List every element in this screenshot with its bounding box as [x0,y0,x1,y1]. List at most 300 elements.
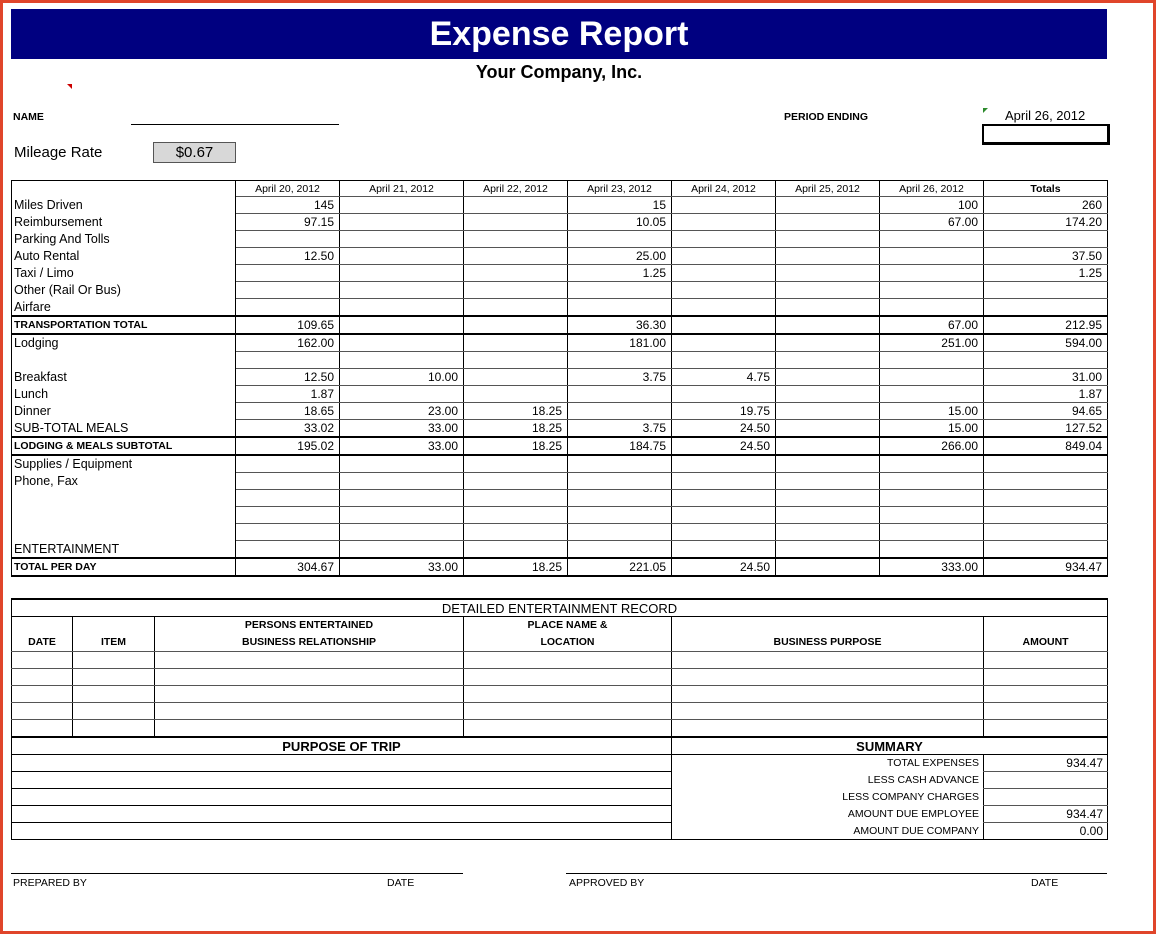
date-header[interactable]: April 21, 2012 [340,181,464,197]
row-label[interactable]: Miles Driven [12,197,236,214]
value-cell[interactable]: 221.05 [568,558,672,576]
col-persons-line1: PERSONS ENTERTAINED [244,619,374,631]
purpose-line[interactable] [12,755,672,772]
col-purpose: BUSINESS PURPOSE [672,617,984,652]
total-cell[interactable]: 212.95 [984,316,1108,334]
value-cell[interactable] [340,455,464,473]
value-cell[interactable] [672,386,776,403]
value-cell[interactable] [880,231,984,248]
value-cell[interactable] [340,231,464,248]
value-cell[interactable]: 181.00 [568,334,672,352]
value-cell[interactable] [464,265,568,282]
value-cell[interactable] [880,473,984,490]
approved-signature-line[interactable] [566,873,1107,874]
total-expenses-value[interactable]: 934.47 [984,755,1108,772]
value-cell[interactable] [340,299,464,317]
row-label[interactable] [12,490,236,507]
cell[interactable] [12,720,73,737]
due-company-value[interactable]: 0.00 [984,823,1108,840]
total-cell[interactable] [984,490,1108,507]
due-employee-value[interactable]: 934.47 [984,806,1108,823]
value-cell[interactable] [464,299,568,317]
value-cell[interactable]: 19.75 [672,403,776,420]
value-cell[interactable] [776,541,880,559]
row-label[interactable]: Other (Rail Or Bus) [12,282,236,299]
value-cell[interactable] [776,507,880,524]
value-cell[interactable]: 12.50 [236,248,340,265]
value-cell[interactable] [340,541,464,559]
table-row [12,507,1108,524]
value-cell[interactable]: 266.00 [880,437,984,455]
cell[interactable] [12,652,73,669]
company-charges-label: LESS COMPANY CHARGES [672,789,984,806]
date-header[interactable]: April 25, 2012 [776,181,880,197]
date-header[interactable]: April 26, 2012 [880,181,984,197]
value-cell[interactable] [236,473,340,490]
value-cell[interactable] [236,455,340,473]
value-cell[interactable] [776,214,880,231]
value-cell[interactable] [672,299,776,317]
value-cell[interactable] [880,490,984,507]
value-cell[interactable] [776,403,880,420]
value-cell[interactable] [672,231,776,248]
error-indicator-icon[interactable] [983,108,988,113]
cell[interactable] [155,703,464,720]
value-cell[interactable]: 97.15 [236,214,340,231]
table-row [12,703,1108,720]
value-cell[interactable]: 1.87 [236,386,340,403]
value-cell[interactable] [464,507,568,524]
table-row [12,369,1108,386]
approved-by-label: APPROVED BY [569,877,645,889]
purpose-line[interactable] [12,772,672,789]
value-cell[interactable] [880,369,984,386]
header-blank-cell [12,181,236,197]
value-cell[interactable]: 33.00 [340,558,464,576]
value-cell[interactable]: 18.25 [464,403,568,420]
table-row [12,265,1108,282]
value-cell[interactable] [776,282,880,299]
cell[interactable] [464,652,672,669]
table-row [12,197,1108,214]
value-cell[interactable]: 100 [880,197,984,214]
value-cell[interactable] [340,352,464,369]
cell[interactable] [464,720,672,737]
value-cell[interactable] [776,316,880,334]
value-cell[interactable] [236,265,340,282]
value-cell[interactable] [340,386,464,403]
value-cell[interactable] [340,265,464,282]
name-input-line[interactable] [131,124,339,125]
date-header[interactable]: April 24, 2012 [672,181,776,197]
row-label[interactable]: LODGING & MEALS SUBTOTAL [12,437,236,455]
purpose-summary-table [11,736,1108,840]
value-cell[interactable] [568,352,672,369]
name-label: NAME [13,111,44,123]
row-label[interactable]: Breakfast [12,369,236,386]
cell[interactable] [672,686,984,703]
cell[interactable] [984,686,1108,703]
value-cell[interactable] [776,197,880,214]
table-row [12,420,1108,438]
purpose-title: PURPOSE OF TRIP [12,737,672,755]
value-cell[interactable]: 67.00 [880,316,984,334]
cell[interactable] [155,652,464,669]
cell[interactable] [464,686,672,703]
row-label[interactable]: TRANSPORTATION TOTAL [12,316,236,334]
row-label[interactable]: Dinner [12,403,236,420]
value-cell[interactable] [568,403,672,420]
value-cell[interactable] [236,507,340,524]
value-cell[interactable] [880,299,984,317]
value-cell[interactable] [568,386,672,403]
value-cell[interactable] [340,316,464,334]
comment-indicator-icon[interactable] [67,84,72,89]
value-cell[interactable] [464,455,568,473]
value-cell[interactable]: 23.00 [340,403,464,420]
date-header[interactable]: April 20, 2012 [236,181,340,197]
date-header[interactable]: April 23, 2012 [568,181,672,197]
table-row [12,248,1108,265]
total-cell[interactable]: 934.47 [984,558,1108,576]
selected-cell[interactable] [982,124,1110,145]
total-cell[interactable] [984,282,1108,299]
row-label[interactable]: Lunch [12,386,236,403]
value-cell[interactable] [672,455,776,473]
value-cell[interactable]: 33.00 [340,420,464,438]
cash-advance-label: LESS CASH ADVANCE [672,772,984,789]
table-row [12,282,1108,299]
entertainment-record-table [11,598,1108,737]
value-cell[interactable] [672,352,776,369]
value-cell[interactable] [340,473,464,490]
value-cell[interactable]: 109.65 [236,316,340,334]
value-cell[interactable] [776,455,880,473]
due-employee-label: AMOUNT DUE EMPLOYEE [672,806,984,823]
prepared-by-label: PREPARED BY [13,877,87,889]
cell[interactable] [984,720,1108,737]
cell[interactable] [73,720,155,737]
due-company-label: AMOUNT DUE COMPANY [672,823,984,840]
row-label[interactable]: Airfare [12,299,236,317]
value-cell[interactable] [880,248,984,265]
value-cell[interactable] [776,524,880,541]
value-cell[interactable]: 24.50 [672,437,776,455]
value-cell[interactable] [776,369,880,386]
row-label[interactable]: Lodging [12,334,236,352]
cell[interactable] [73,652,155,669]
value-cell[interactable]: 18.25 [464,437,568,455]
total-cell[interactable]: 31.00 [984,369,1108,386]
value-cell[interactable] [672,197,776,214]
table-row [12,524,1108,541]
total-cell[interactable]: 1.25 [984,265,1108,282]
company-charges-value[interactable] [984,789,1108,806]
cell[interactable] [73,703,155,720]
value-cell[interactable] [464,524,568,541]
cell[interactable] [984,669,1108,686]
value-cell[interactable]: 251.00 [880,334,984,352]
total-cell[interactable] [984,541,1108,559]
prepared-signature-line[interactable] [11,873,463,874]
total-cell[interactable] [984,455,1108,473]
cell[interactable] [672,669,984,686]
value-cell[interactable]: 25.00 [568,248,672,265]
value-cell[interactable]: 18.25 [464,558,568,576]
value-cell[interactable] [880,524,984,541]
value-cell[interactable]: 3.75 [568,420,672,438]
total-cell[interactable] [984,352,1108,369]
value-cell[interactable] [568,524,672,541]
value-cell[interactable] [880,265,984,282]
value-cell[interactable] [568,231,672,248]
value-cell[interactable] [880,282,984,299]
cell[interactable] [12,703,73,720]
value-cell[interactable]: 67.00 [880,214,984,231]
value-cell[interactable] [340,214,464,231]
entertainment-title: DETAILED ENTERTAINMENT RECORD [12,599,1108,617]
cell[interactable] [984,703,1108,720]
col-date: DATE [12,617,73,652]
cell[interactable] [155,686,464,703]
value-cell[interactable] [464,231,568,248]
total-cell[interactable] [984,299,1108,317]
table-row [12,686,1108,703]
row-label[interactable]: Phone, Fax [12,473,236,490]
value-cell[interactable] [568,282,672,299]
value-cell[interactable]: 1.25 [568,265,672,282]
value-cell[interactable] [776,248,880,265]
value-cell[interactable] [880,541,984,559]
value-cell[interactable] [568,541,672,559]
table-row [12,652,1108,669]
table-row [12,490,1108,507]
total-cell[interactable]: 260 [984,197,1108,214]
col-item: ITEM [73,617,155,652]
value-cell[interactable] [464,473,568,490]
cell[interactable] [155,669,464,686]
col-persons [155,617,464,652]
value-cell[interactable]: 33.00 [340,437,464,455]
purpose-line[interactable] [12,806,672,823]
value-cell[interactable] [568,455,672,473]
value-cell[interactable]: 10.05 [568,214,672,231]
value-cell[interactable] [776,386,880,403]
value-cell[interactable]: 4.75 [672,369,776,386]
value-cell[interactable] [464,352,568,369]
value-cell[interactable] [568,299,672,317]
period-ending-value[interactable]: April 26, 2012 [1005,108,1086,123]
total-cell[interactable]: 37.50 [984,248,1108,265]
cell[interactable] [672,652,984,669]
value-cell[interactable] [776,352,880,369]
value-cell[interactable]: 162.00 [236,334,340,352]
row-label[interactable]: TOTAL PER DAY [12,558,236,576]
value-cell[interactable]: 18.25 [464,420,568,438]
value-cell[interactable] [568,473,672,490]
value-cell[interactable] [340,282,464,299]
col-amount: AMOUNT [984,617,1108,652]
value-cell[interactable] [672,282,776,299]
value-cell[interactable] [672,490,776,507]
value-cell[interactable] [672,541,776,559]
cell[interactable] [12,669,73,686]
value-cell[interactable] [236,352,340,369]
value-cell[interactable] [464,214,568,231]
value-cell[interactable]: 18.65 [236,403,340,420]
total-cell[interactable]: 849.04 [984,437,1108,455]
value-cell[interactable] [464,316,568,334]
value-cell[interactable] [340,490,464,507]
value-cell[interactable] [236,541,340,559]
value-cell[interactable] [880,386,984,403]
cell[interactable] [672,720,984,737]
total-cell[interactable] [984,524,1108,541]
col-place-line1: PLACE NAME & [527,619,608,631]
cell[interactable] [12,686,73,703]
value-cell[interactable] [672,507,776,524]
total-cell[interactable] [984,507,1108,524]
row-label[interactable]: Taxi / Limo [12,265,236,282]
value-cell[interactable] [236,490,340,507]
value-cell[interactable] [672,473,776,490]
total-cell[interactable]: 594.00 [984,334,1108,352]
purpose-line[interactable] [12,823,672,840]
value-cell[interactable] [568,507,672,524]
value-cell[interactable] [236,524,340,541]
value-cell[interactable]: 12.50 [236,369,340,386]
total-cell[interactable]: 174.20 [984,214,1108,231]
value-cell[interactable] [340,197,464,214]
value-cell[interactable] [880,352,984,369]
cell[interactable] [73,686,155,703]
approved-date-label: DATE [1031,877,1059,889]
value-cell[interactable] [464,282,568,299]
period-ending-label: PERIOD ENDING [784,111,869,123]
row-label[interactable]: Supplies / Equipment [12,455,236,473]
mileage-rate-value[interactable]: $0.67 [153,142,236,163]
expense-grid [11,180,1108,577]
value-cell[interactable] [672,316,776,334]
table-row [12,558,1108,576]
value-cell[interactable]: 36.30 [568,316,672,334]
row-label[interactable]: Reimbursement [12,214,236,231]
row-label[interactable] [12,352,236,369]
value-cell[interactable]: 333.00 [880,558,984,576]
value-cell[interactable] [672,524,776,541]
cell[interactable] [672,703,984,720]
value-cell[interactable] [776,490,880,507]
row-label[interactable]: Auto Rental [12,248,236,265]
row-label[interactable]: ENTERTAINMENT [12,541,236,559]
value-cell[interactable] [464,490,568,507]
value-cell[interactable]: 145 [236,197,340,214]
value-cell[interactable] [776,473,880,490]
value-cell[interactable] [464,369,568,386]
purpose-line[interactable] [12,789,672,806]
total-cell[interactable]: 1.87 [984,386,1108,403]
col-place-line2: LOCATION [540,636,595,648]
value-cell[interactable] [464,334,568,352]
value-cell[interactable] [776,437,880,455]
table-row [12,669,1108,686]
cell[interactable] [464,669,672,686]
value-cell[interactable] [776,299,880,317]
value-cell[interactable]: 15.00 [880,403,984,420]
cell[interactable] [984,652,1108,669]
row-label[interactable]: Parking And Tolls [12,231,236,248]
report-title: Expense Report [11,9,1107,59]
value-cell[interactable] [776,334,880,352]
value-cell[interactable] [776,558,880,576]
cell[interactable] [464,703,672,720]
value-cell[interactable] [776,420,880,438]
company-name[interactable]: Your Company, Inc. [475,62,643,82]
value-cell[interactable]: 10.00 [340,369,464,386]
value-cell[interactable] [236,299,340,317]
table-row [12,541,1108,559]
value-cell[interactable] [464,386,568,403]
total-cell[interactable]: 94.65 [984,403,1108,420]
value-cell[interactable]: 24.50 [672,558,776,576]
cash-advance-value[interactable] [984,772,1108,789]
value-cell[interactable] [464,248,568,265]
value-cell[interactable] [672,334,776,352]
table-row [12,214,1108,231]
cell[interactable] [155,720,464,737]
value-cell[interactable] [672,214,776,231]
row-label[interactable] [12,524,236,541]
value-cell[interactable]: 304.67 [236,558,340,576]
value-cell[interactable] [776,231,880,248]
value-cell[interactable] [880,455,984,473]
value-cell[interactable] [464,197,568,214]
value-cell[interactable] [776,265,880,282]
total-expenses-label: TOTAL EXPENSES [672,755,984,772]
value-cell[interactable] [340,507,464,524]
value-cell[interactable] [672,248,776,265]
value-cell[interactable]: 3.75 [568,369,672,386]
table-row [12,334,1108,352]
value-cell[interactable] [464,541,568,559]
table-row [12,473,1108,490]
value-cell[interactable]: 15.00 [880,420,984,438]
value-cell[interactable]: 184.75 [568,437,672,455]
total-cell[interactable]: 127.52 [984,420,1108,438]
table-row [12,386,1108,403]
value-cell[interactable]: 15 [568,197,672,214]
value-cell[interactable]: 24.50 [672,420,776,438]
row-label[interactable]: SUB-TOTAL MEALS [12,420,236,438]
totals-header[interactable]: Totals [984,181,1108,197]
row-label[interactable] [12,507,236,524]
value-cell[interactable]: 195.02 [236,437,340,455]
value-cell[interactable] [672,265,776,282]
value-cell[interactable] [340,524,464,541]
value-cell[interactable] [340,248,464,265]
value-cell[interactable] [236,231,340,248]
value-cell[interactable]: 33.02 [236,420,340,438]
total-cell[interactable] [984,473,1108,490]
value-cell[interactable] [236,282,340,299]
date-header[interactable]: April 22, 2012 [464,181,568,197]
cell[interactable] [73,669,155,686]
value-cell[interactable] [568,490,672,507]
value-cell[interactable] [880,507,984,524]
total-cell[interactable] [984,231,1108,248]
prepared-date-label: DATE [387,877,415,889]
value-cell[interactable] [340,334,464,352]
